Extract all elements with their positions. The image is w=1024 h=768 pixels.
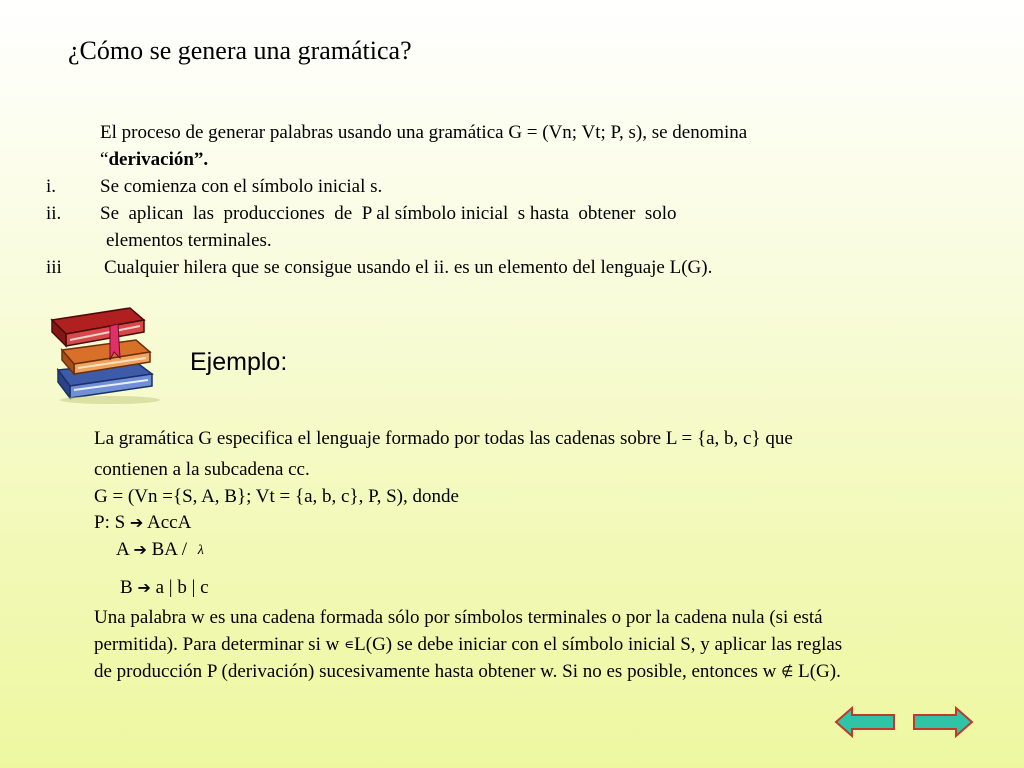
example-line-1: La gramática G especifica el lenguaje formado por todas las cadenas sobre L = {a, b, c} que	[94, 428, 793, 449]
paragraph-line-1: Una palabra w es una cadena formada sólo por símbolos terminales o por la cadena nula (si está	[94, 607, 823, 628]
derivacion-term: derivación”.	[108, 149, 209, 170]
list-item-ii-cont: elementos terminales.	[106, 230, 272, 251]
right-arrow-icon	[912, 706, 974, 738]
left-arrow-icon	[834, 706, 896, 738]
lambda-symbol: λ	[197, 543, 204, 559]
not-element-of-symbol: ∉	[781, 664, 794, 681]
list-item-ii: Se aplican las producciones de P al símbolo inicial s hasta obtener solo	[100, 203, 677, 224]
books-stack-icon	[40, 300, 164, 404]
derives-arrow-icon: ➔	[133, 540, 147, 559]
element-of-symbol: ∊	[344, 637, 355, 654]
list-marker-iii: iii	[46, 257, 62, 278]
intro-line-1: El proceso de generar palabras usando una gramática G = (Vn; Vt; P, s), se denomina	[100, 122, 748, 143]
derives-arrow-icon: ➔	[137, 578, 151, 597]
forward-button[interactable]	[912, 706, 974, 738]
paragraph-line-3: de producción P (derivación) sucesivamente hasta obtener w. Si no es posible, entonces w ∉ L(G).	[94, 661, 841, 682]
list-marker-ii: ii.	[46, 203, 62, 224]
paragraph-line-2: permitida). Para determinar si w ∊L(G) se debe iniciar con el símbolo inicial S, y aplicar las reglas	[94, 634, 843, 655]
grammar-definition: G = (Vn ={S, A, B}; Vt = {a, b, c}, P, S), donde	[94, 486, 459, 507]
list-marker-i: i.	[46, 176, 57, 197]
page-title: ¿Cómo se genera una gramática?	[68, 36, 412, 65]
example-heading: Ejemplo:	[190, 348, 288, 376]
list-item-iii: Cualquier hilera que se consigue usando el ii. es un elemento del lenguaje L(G).	[104, 257, 713, 278]
derives-arrow-icon: ➔	[129, 513, 144, 532]
intro-line-2: “derivación”.	[100, 149, 209, 170]
production-s: P: S ➔ AccA	[94, 512, 192, 533]
back-button[interactable]	[834, 706, 896, 738]
production-a: A ➔ BA / λ	[116, 539, 204, 560]
example-line-2: contienen a la subcadena cc.	[94, 459, 310, 480]
list-item-i: Se comienza con el símbolo inicial s.	[100, 176, 383, 197]
production-b: B ➔ a | b | c	[120, 577, 209, 598]
